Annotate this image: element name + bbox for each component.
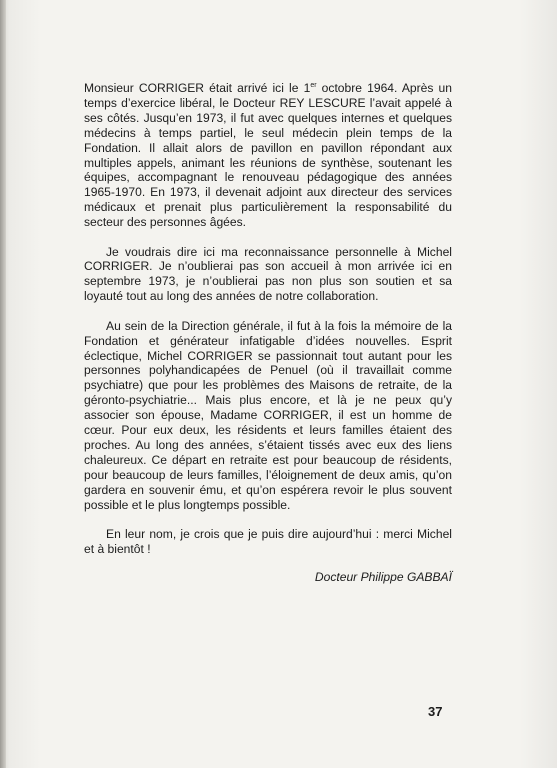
paragraph-2: Je voudrais dire ici ma reconnaissance personnelle à Michel CORRIGER. Je n’oublierai pas son accueil à mon arrivée ici en septembre 1973, je n’oublierai pas non plus son soutien et sa loyauté tout au long des années de notre collaboration. [84,244,452,304]
signature: Docteur Philippe GABBAÏ [314,569,452,584]
ordinal-superscript: er [310,81,317,89]
letter-body [84,81,452,585]
paragraph-4: En leur nom, je crois que je puis dire aujourd’hui : merci Michel et à bientôt ! [84,526,452,556]
paragraph-1-start: Monsieur CORRIGER était arrivé ici le 1 [84,81,311,95]
paragraph-1 [84,81,452,230]
page-number: 37 [428,704,443,719]
binding-edge [0,0,6,768]
paragraph-3: Au sein de la Direction générale, il fut à la fois la mémoire de la Fondation et générateur infatigable d’idées nouvelles. Esprit éclectique, Michel CORRIGER se passionnait tout autant pour les personnes polyhandicapées de Penuel (où il travaillait comme psychiatre) que pour les problèmes des Maisons de retraite, de la géronto-psychiatrie... Mais plus encore, et là je ne peux qu’y associer son épouse, Madame CORRIGER, il est un homme de cœur. Pour eux deux, les résidents et leurs familles étaient des proches. Au long des années, s’étaient tissés avec eux des liens chaleureux. Ce départ en retraite est pour beaucoup de résidents, pour beaucoup de leurs familles, l’éloignement de deux amis, qu’on gardera en souvenir ému, et qu’on espérera revoir le plus souvent possible et le plus longtemps possible. [84,318,452,512]
paragraph-1-rest: octobre 1964. Après un temps d’exercice libéral, le Docteur REY LESCURE l’avait appelé à ses côtés. Jusqu’en 1973, il fut avec quelques internes et quelques médecins à temps partiel, le seul médecin plein temps de la Fondation. Il allait alors de pavillon en pavillon répondant aux multiples appels, animant les réunions de synthèse, soutenant les équipes, accompagnant le renouveau pédagogique des années 1965-1970. En 1973, il devenait adjoint aux directeur des services médicaux et prenait plus particulièrement la responsabilité du secteur des personnes âgées. [84,81,453,230]
